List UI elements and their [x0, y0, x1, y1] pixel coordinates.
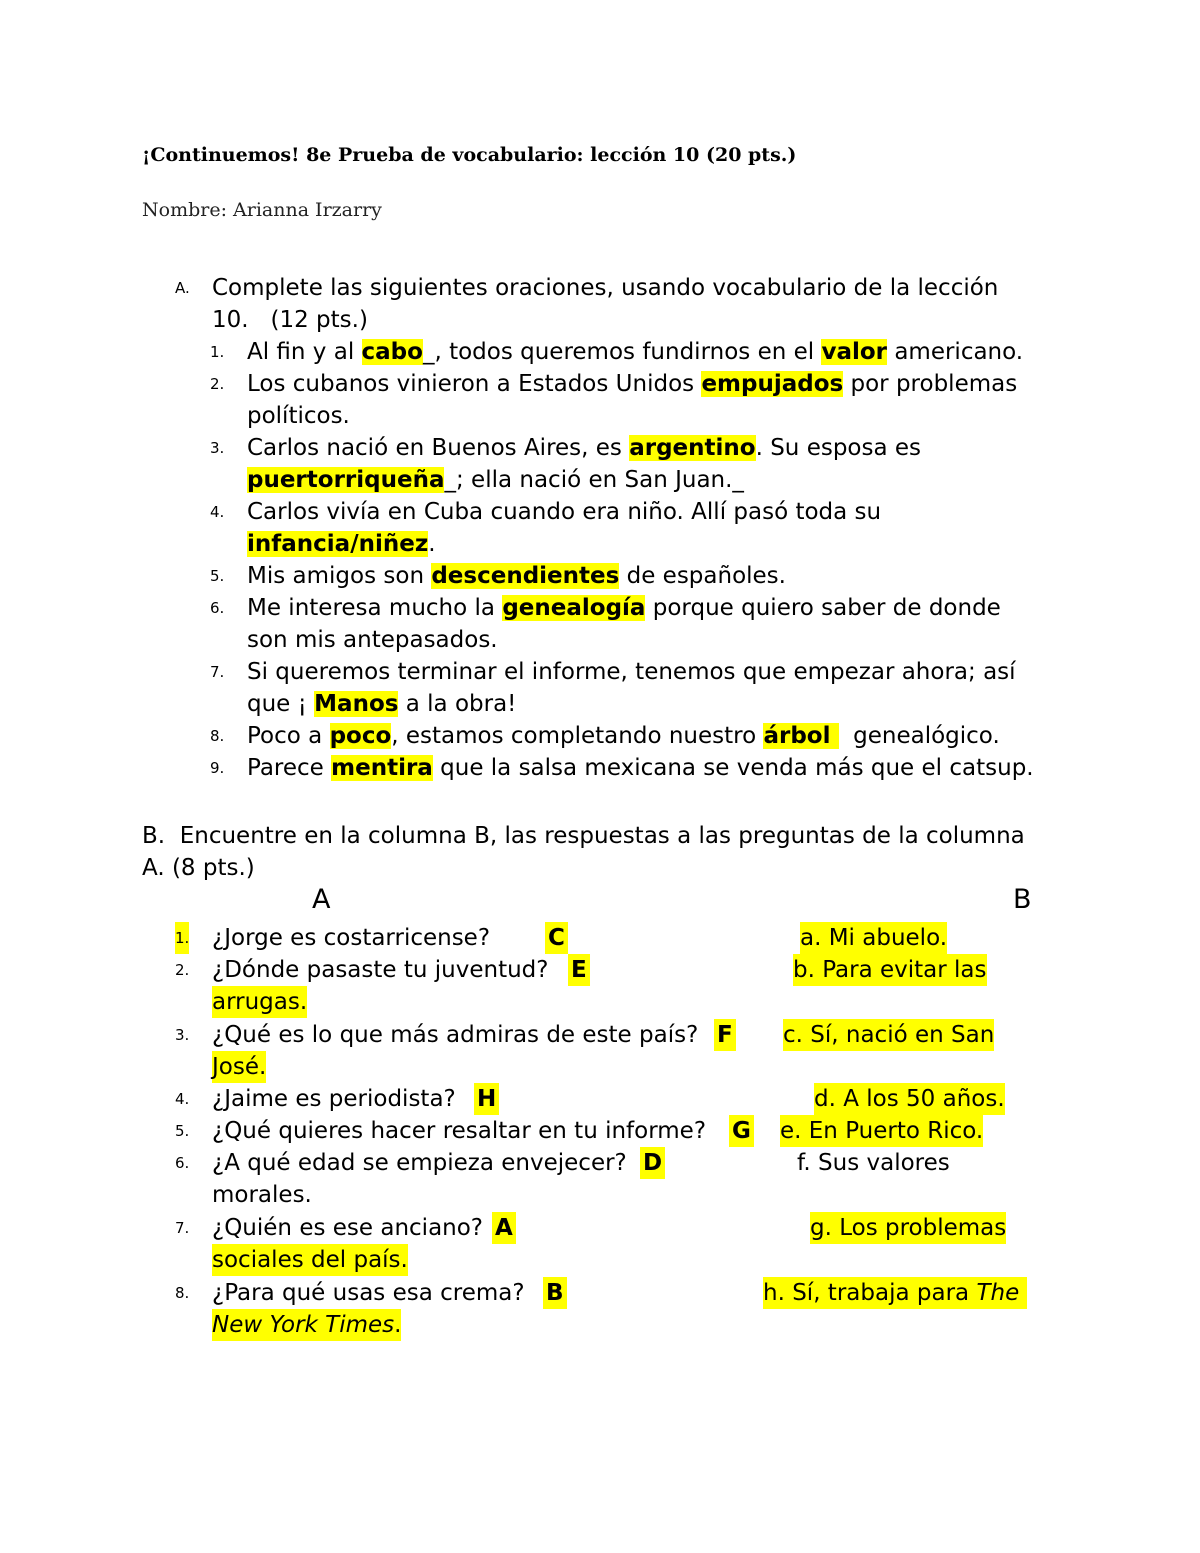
sentence-text: americano.	[887, 339, 1024, 365]
sentence-text: Me interesa mucho la	[247, 595, 503, 621]
answer-highlight: cabo	[361, 339, 423, 365]
item-number: 5.	[210, 567, 225, 585]
option-text-main: h. Sí, trabaja para	[763, 1280, 977, 1306]
list-item	[210, 432, 1070, 496]
answer-highlight: árbol	[763, 723, 839, 749]
sentence-text: a la obra!	[398, 691, 517, 717]
match-answer: G	[729, 1115, 754, 1147]
section-b-line2: A. (8 pts.)	[142, 855, 255, 881]
answer-highlight: poco	[329, 723, 392, 749]
sentence-text: _; ella nació en San Juan._	[444, 467, 744, 493]
sentence-text: . Su esposa es	[755, 435, 922, 461]
column-a-heading: A	[312, 884, 331, 915]
option-text: a. Mi abuelo.	[800, 922, 947, 954]
item-number: 4.	[210, 503, 225, 521]
column-b-heading: B	[1013, 884, 1032, 915]
option-continuation	[212, 1309, 401, 1341]
item-number: 2.	[210, 375, 225, 393]
option-continuation: sociales del país.	[212, 1244, 408, 1276]
list-item	[210, 592, 1070, 656]
sentence-text: Los cubanos vinieron a Estados Unidos	[247, 371, 702, 397]
section-a-text	[212, 272, 1057, 336]
sentence-text: de españoles.	[619, 563, 786, 589]
item-number: 9.	[210, 759, 225, 777]
option-text	[763, 1277, 1027, 1309]
match-answer: C	[545, 922, 568, 954]
question-text: ¿Dónde pasaste tu juventud?	[212, 957, 549, 983]
option-text: c. Sí, nació en San	[783, 1019, 994, 1051]
sentence-text: Carlos vivía en Cuba cuando era niño. Allí pasó toda su	[247, 499, 882, 525]
section-a-line1: Complete las siguientes oraciones, usando vocabulario de la lección	[212, 275, 999, 301]
item-number: 8.	[210, 727, 225, 745]
list-item	[210, 496, 1070, 560]
question-text: ¿Qué quieres hacer resaltar en tu informe?	[212, 1118, 707, 1144]
item-number: 1.	[210, 343, 225, 361]
answer-highlight: puertorriqueña	[247, 467, 445, 493]
item-number: 3.	[210, 439, 225, 457]
answer-highlight: Manos	[314, 691, 399, 717]
sentence-text: .	[428, 531, 436, 557]
option-continuation: morales.	[212, 1182, 312, 1208]
section-b-line1: B. Encuentre en la columna B, las respuestas a las preguntas de la columna	[142, 823, 1025, 849]
sentence-text: Al fin y al	[247, 339, 362, 365]
sentence-text: Carlos nació en Buenos Aires, es	[247, 435, 630, 461]
question-text: ¿Qué es lo que más admiras de este país?	[212, 1022, 699, 1048]
question-text: ¿Quién es ese anciano?	[212, 1215, 484, 1241]
match-answer: F	[714, 1019, 736, 1051]
option-tail: .	[394, 1312, 402, 1338]
option-text: f. Sus valores	[797, 1150, 950, 1176]
match-answer: E	[568, 954, 590, 986]
section-a-list	[210, 336, 1070, 784]
answer-highlight: descendientes	[431, 563, 620, 589]
list-item	[210, 336, 1070, 368]
answer-highlight: genealogía	[502, 595, 646, 621]
list-item	[210, 560, 1070, 592]
option-text: g. Los problemas	[810, 1212, 1006, 1244]
sentence-text: Mis amigos son	[247, 563, 432, 589]
item-number: 8.	[175, 1284, 190, 1302]
item-number: 7.	[210, 663, 225, 681]
option-text-italic: The	[976, 1280, 1020, 1306]
sentence-text: Si queremos terminar el informe, tenemos que empezar ahora; así	[247, 659, 1016, 685]
student-name: Nombre: Arianna Irzarry	[142, 199, 382, 221]
item-number: 6.	[175, 1154, 190, 1172]
answer-highlight: valor	[821, 339, 888, 365]
list-item	[210, 752, 1070, 784]
sentence-text: porque quiero saber de donde	[645, 595, 1001, 621]
answer-highlight: argentino	[629, 435, 756, 461]
sentence-text: son mis antepasados.	[247, 627, 498, 653]
item-number: 3.	[175, 1026, 190, 1044]
item-number: 6.	[210, 599, 225, 617]
match-answer: D	[640, 1147, 665, 1179]
item-number: 5.	[175, 1122, 190, 1140]
option-continuation: arrugas.	[212, 986, 307, 1018]
item-number: 4.	[175, 1090, 190, 1108]
answer-highlight: empujados	[701, 371, 844, 397]
question-text: ¿Jaime es periodista?	[212, 1086, 456, 1112]
section-a-marker: A.	[175, 279, 190, 297]
question-text: ¿Jorge es costarricense?	[212, 925, 491, 951]
list-item	[210, 656, 1070, 720]
match-answer: H	[474, 1083, 499, 1115]
sentence-text: , estamos completando nuestro	[391, 723, 764, 749]
question-text: ¿A qué edad se empieza envejecer?	[212, 1150, 627, 1176]
list-item	[210, 368, 1070, 432]
list-item	[210, 720, 1070, 752]
answer-highlight: mentira	[331, 755, 433, 781]
question-text: ¿Para qué usas esa crema?	[212, 1280, 525, 1306]
document-title: ¡Continuemos! 8e Prueba de vocabulario: lección 10 (20 pts.)	[142, 144, 797, 166]
option-text: e. En Puerto Rico.	[780, 1115, 983, 1147]
sentence-text: _, todos queremos fundirnos en el	[422, 339, 822, 365]
sentence-text: Parece	[247, 755, 332, 781]
sentence-text: por problemas	[843, 371, 1018, 397]
section-a-line2: 10. (12 pts.)	[212, 307, 368, 333]
section-b-instructions	[142, 820, 1062, 884]
sentence-text: Poco a	[247, 723, 330, 749]
item-number: 1.	[175, 922, 189, 954]
item-number: 7.	[175, 1219, 190, 1237]
option-text: d. A los 50 años.	[814, 1083, 1005, 1115]
newspaper-title: New York Times	[212, 1312, 395, 1338]
option-continuation: José.	[212, 1051, 266, 1083]
sentence-text: políticos.	[247, 403, 350, 429]
sentence-text: genealógico.	[838, 723, 1000, 749]
sentence-text: que ¡	[247, 691, 315, 717]
option-text: b. Para evitar las	[793, 954, 987, 986]
sentence-text: que la salsa mexicana se venda más que el catsup.	[432, 755, 1034, 781]
match-answer: A	[492, 1212, 516, 1244]
answer-highlight: infancia/niñez	[247, 531, 429, 557]
match-answer: B	[543, 1277, 567, 1309]
item-number: 2.	[175, 961, 190, 979]
